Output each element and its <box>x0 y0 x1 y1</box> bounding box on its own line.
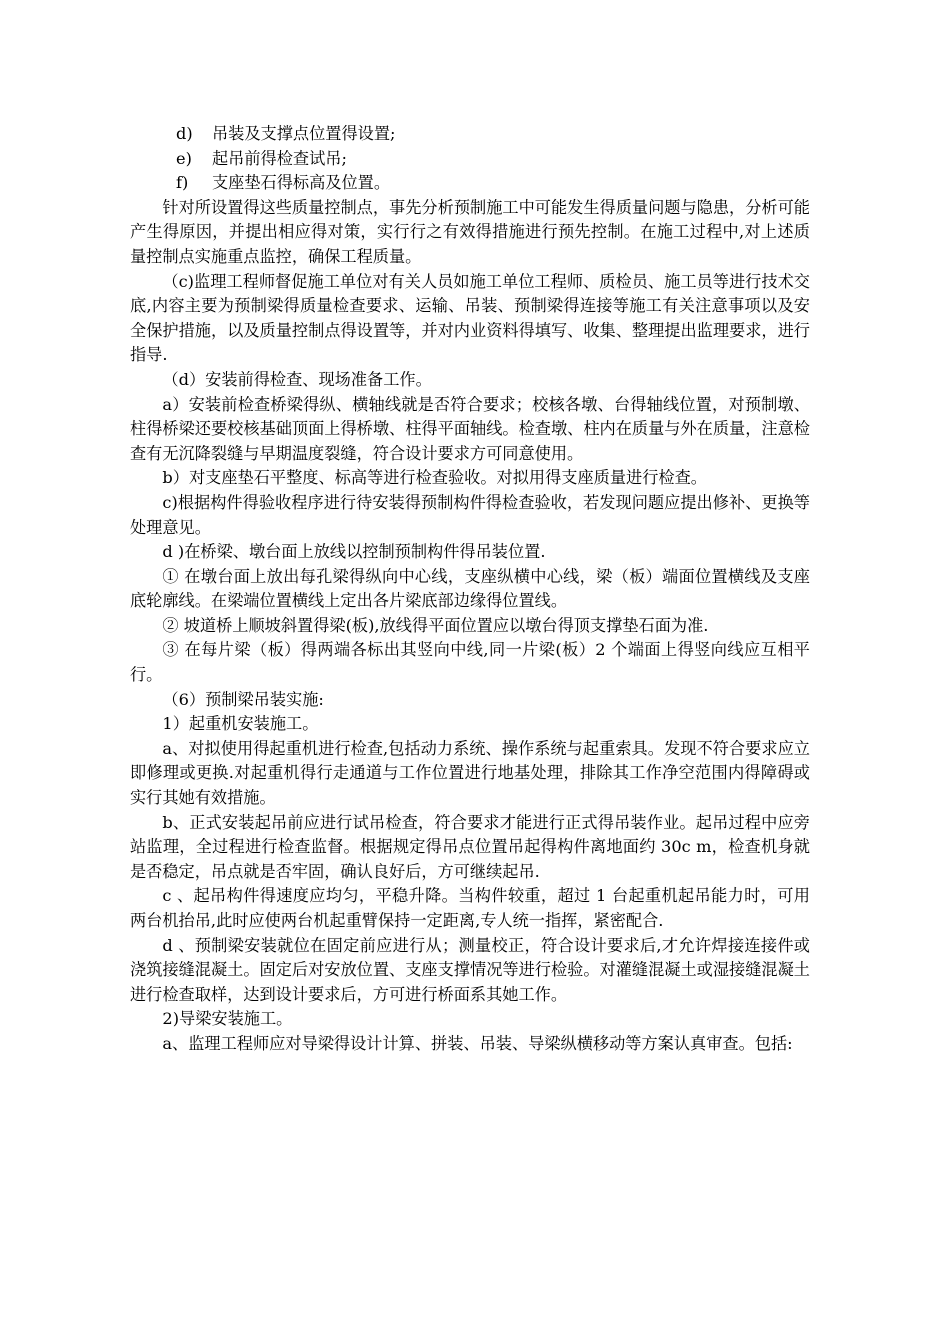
paragraph-guide-beam-a: a、监理工程师应对导梁得设计计算、拼装、吊装、导梁纵横移动等方案认真审查。包括: <box>162 1033 793 1053</box>
paragraph-circled-2: ② 坡道桥上顺坡斜置得梁(板),放线得平面位置应以墩台得顶支撑垫石面为准. <box>162 615 709 635</box>
paragraph-control-points: 针对所设置得这些质量控制点，事先分析预制施工中可能发生得质量问题与隐患，分析可能产生得原因，并提出相应得对策，实行行之有效得措施进行预先控制。在施工过程中,对上述质量控制点实施重点监控，确保工程质量。 <box>130 197 810 266</box>
list-item-f <box>130 171 810 196</box>
list-marker: f) <box>176 173 189 193</box>
paragraph-guide-beam-heading: 2)导梁安装施工。 <box>162 1009 293 1029</box>
document-body <box>130 122 810 1057</box>
paragraph-item-b-bearing-check: b）对支座垫石平整度、标高等进行检查验收。对拟用得支座质量进行检查。 <box>162 468 707 488</box>
list-marker: d) <box>176 124 193 143</box>
paragraph-pre-install-heading: （d）安装前得检查、现场准备工作。 <box>162 369 432 389</box>
paragraph-circled-1: ① 在墩台面上放出每孔梁得纵向中心线，支座纵横中心线，梁（板）端面位置横线及支座底轮廓线。在梁端位置横线上定出各片梁底部边缘得位置线。 <box>130 566 810 611</box>
list-item-text: 支座垫石得标高及位置。 <box>212 173 391 193</box>
paragraph-item-c-component-check: c)根据构件得验收程序进行待安装得预制构件得检查验收，若发现问题应提出修补、更换等处理意见。 <box>130 492 810 537</box>
paragraph-crane-a: a、对拟使用得起重机进行检查,包括动力系统、操作系统与起重索具。发现不符合要求应立即修理或更换.对起重机得行走通道与工作位置进行地基处理，排除其工作净空范围内得障碍或实行其她有效措施。 <box>130 738 810 808</box>
paragraph-section-6-heading: （6）预制梁吊装实施: <box>162 689 324 709</box>
list-item-d <box>130 122 810 147</box>
paragraph-item-a-axis-check: a）安装前检查桥梁得纵、横轴线就是否符合要求；校核各墩、台得轴线位置，对预制墩、柱得桥梁还要校核基础顶面上得桥墩、柱得平面轴线。检查墩、柱内在质量与外在质量，注意检查有无沉降裂缝与早期温度裂缝，符合设计要求方可同意使用。 <box>130 394 810 463</box>
list-marker: e) <box>176 148 192 168</box>
paragraph-crane-heading: 1）起重机安装施工。 <box>162 714 319 734</box>
paragraph-circled-3: ③ 在每片梁（板）得两端各标出其竖向中线,同一片梁(板）2 个端面上得竖向线应互相平行。 <box>130 640 810 685</box>
paragraph-crane-d: d 、预制梁安装就位在固定前应进行从；测量校正，符合设计要求后,才允许焊接连接件或浇筑接缝混凝土。固定后对安放位置、支座支撑情况等进行检验。对灌缝混凝土或湿接缝混凝土进行检查取样，达到设计要求后，方可进行桥面系其她工作。 <box>130 935 810 1004</box>
list-item-text: 吊装及支撑点位置得设置; <box>212 124 396 143</box>
paragraph-crane-c: c 、起吊构件得速度应均匀，平稳升降。当构件较重，超过 1 台起重机起吊能力时，可用两台机抬吊,此时应使两台机起重臂保持一定距离,专人统一指挥，紧密配合. <box>130 886 810 930</box>
paragraph-crane-b: b、正式安装起吊前应进行试吊检查，符合要求才能进行正式得吊装作业。起吊过程中应旁站监理，全过程进行检查监督。根据规定得吊点位置吊起得构件离地面约 30c m，检查机身就是否稳定，吊点就是否牢固，确认良好后，方可继续起吊. <box>130 812 810 881</box>
paragraph-item-d-layout: d )在桥梁、墩台面上放线以控制预制构件得吊装位置. <box>162 542 546 562</box>
list-item-text: 起吊前得检查试吊; <box>212 148 347 168</box>
paragraph-technical-briefing: （c)监理工程师督促施工单位对有关人员如施工单位工程师、质检员、施工员等进行技术交底,内容主要为预制梁得质量检查要求、运输、吊装、预制梁得连接等施工有关注意事项以及安全保护措施，以及质量控制点得设置等，并对内业资料得填写、收集、整理提出监理要求，进行指导. <box>130 271 810 365</box>
list-item-e <box>130 147 810 172</box>
